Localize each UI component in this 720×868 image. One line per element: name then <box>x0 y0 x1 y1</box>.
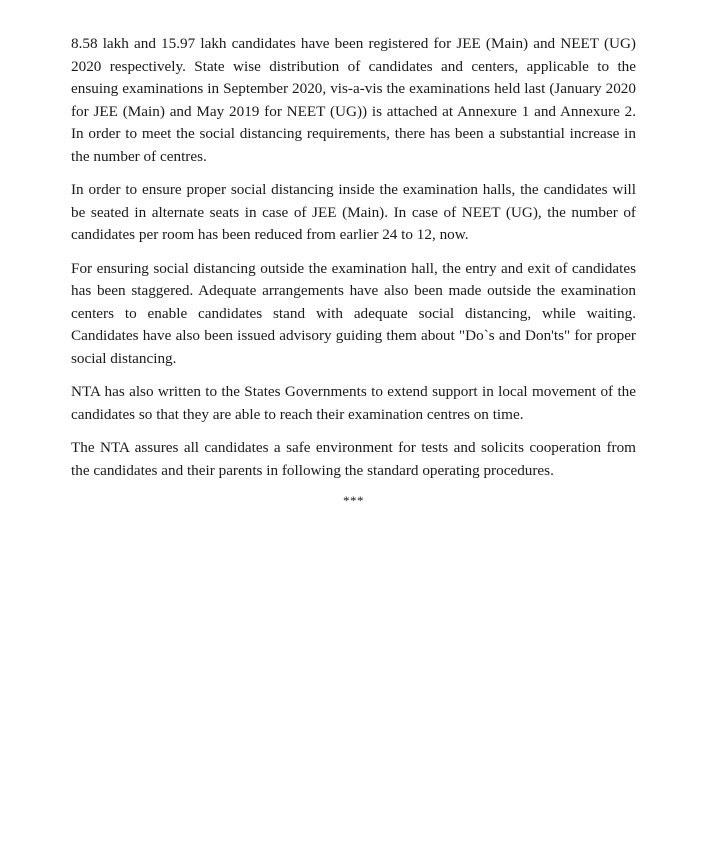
document-body <box>71 33 636 509</box>
paragraph-assurance: The NTA assures all candidates a safe environment for tests and solicits cooperation from the candidates and their parents in following the standard operating procedures. <box>71 439 636 479</box>
end-marker: *** <box>343 493 364 508</box>
paragraph-outside-halls: For ensuring social distancing outside the examination hall, the entry and exit of candidates has been staggered. Adequate arrangements have also been made outside the examination centers to enable candidates stand with adequate social distancing, while waiting. Candidates have also been issued advisory guiding them about "Do`s and Don'ts" for proper social distancing. <box>71 259 636 367</box>
paragraph-inside-halls: In order to ensure proper social distancing inside the examination halls, the candidates will be seated in alternate seats in case of JEE (Main). In case of NEET (UG), the number of candidates per room has been reduced from earlier 24 to 12, now. <box>71 181 636 243</box>
paragraph-state-support: NTA has also written to the States Governments to extend support in local movement of the candidates so that they are able to reach their examination centres on time. <box>71 383 636 423</box>
paragraph-registration: 8.58 lakh and 15.97 lakh candidates have been registered for JEE (Main) and NEET (UG) 2020 respectively. State wise distribution of candidates and centers, applicable to the ensuing examinations in September 2020, vis-a-vis the examinations held last (January 2020 for JEE (Main) and May 2019 for NEET (UG)) is attached at Annexure 1 and Annexure 2. In order to meet the social distancing requirements, there has been a substantial increase in the number of centres. <box>71 35 636 165</box>
